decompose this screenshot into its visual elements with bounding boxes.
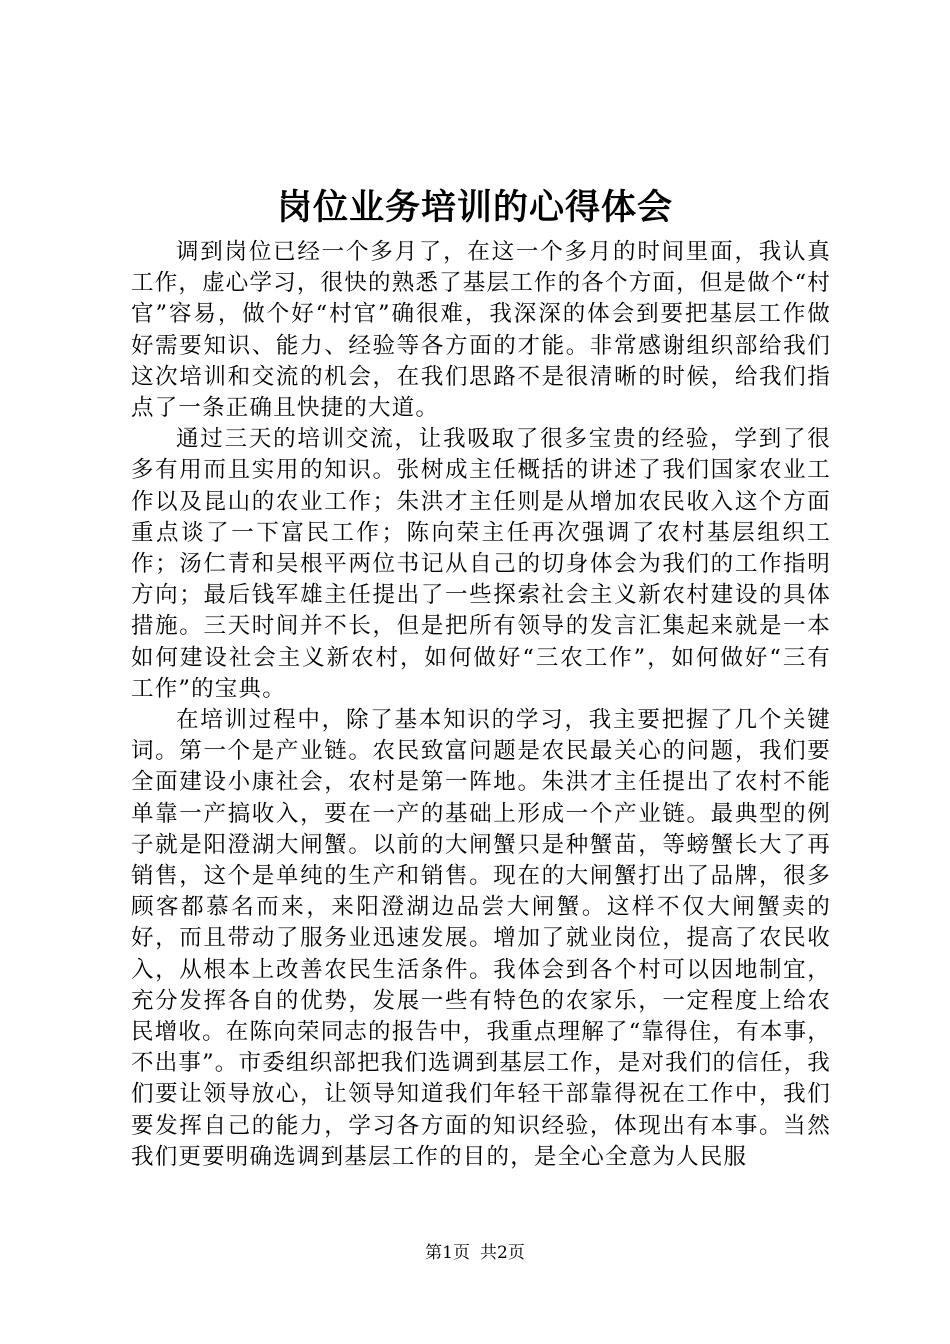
document-body — [131, 237, 831, 1173]
page-number-current: 第1页 — [425, 1243, 470, 1263]
paragraph-2: 通过三天的培训交流，让我吸取了很多宝贵的经验，学到了很多有用而且实用的知识。张树成主任概括的讲述了我们国家农业工作以及昆山的农业工作；朱洪才主任则是从增加农民收入这个方面重点谈了一下富民工作；陈向荣主任再次强调了农村基层组织工作；汤仁青和吴根平两位书记从自己的切身体会为我们的工作指明方向；最后钱军雄主任提出了一些探索社会主义新农村建设的具体措施。三天时间并不长，但是把所有领导的发言汇集起来就是一本如何建设社会主义新农村，如何做好“三农工作”，如何做好“三有工作”的宝典。 — [131, 426, 831, 702]
paragraph-1: 调到岗位已经一个多月了，在这一个多月的时间里面，我认真工作，虚心学习，很快的熟悉了基层工作的各个方面，但是做个“村官”容易，做个好“村官”确很难，我深深的体会到要把基层工作做好需要知识、能力、经验等各方面的才能。非常感谢组织部给我们这次培训和交流的机会，在我们思路不是很清晰的时候，给我们指点了一条正确且快捷的大道。 — [131, 239, 832, 422]
page-number-total: 共2页 — [480, 1243, 525, 1263]
paragraph-3: 在培训过程中，除了基本知识的学习，我主要把握了几个关键词。第一个是产业链。农民致富问题是农民最关心的问题，我们要全面建设小康社会，农村是第一阵地。朱洪才主任提出了农村不能单靠一产搞收入，要在一产的基础上形成一个产业链。最典型的例子就是阳澄湖大闸蟹。以前的大闸蟹只是种蟹苗，等螃蟹长大了再销售，这个是单纯的生产和销售。现在的大闸蟹打出了品牌，很多顾客都慕名而来，来阳澄湖边品尝大闸蟹。这样不仅大闸蟹卖的好，而且带动了服务业迅速发展。增加了就业岗位，提高了农民收入，从根本上改善农民生活条件。我体会到各个村可以因地制宜，充分发挥各自的优势，发展一些有特色的农家乐，一定程度上给农民增收。在陈向荣同志的报告中，我重点理解了“靠得住，有本事，不出事”。市委组织部把我们选调到基层工作，是对我们的信任，我们要让领导放心，让领导知道我们年轻干部靠得祝在工作中，我们要发挥自己的能力，学习各方面的知识经验，体现出有本事。当然我们更要明确选调到基层工作的目的，是全心全意为人民服 — [131, 707, 832, 1170]
document-title: 岗位业务培训的心得体会 — [276, 187, 673, 228]
page-footer — [0, 1240, 950, 1266]
